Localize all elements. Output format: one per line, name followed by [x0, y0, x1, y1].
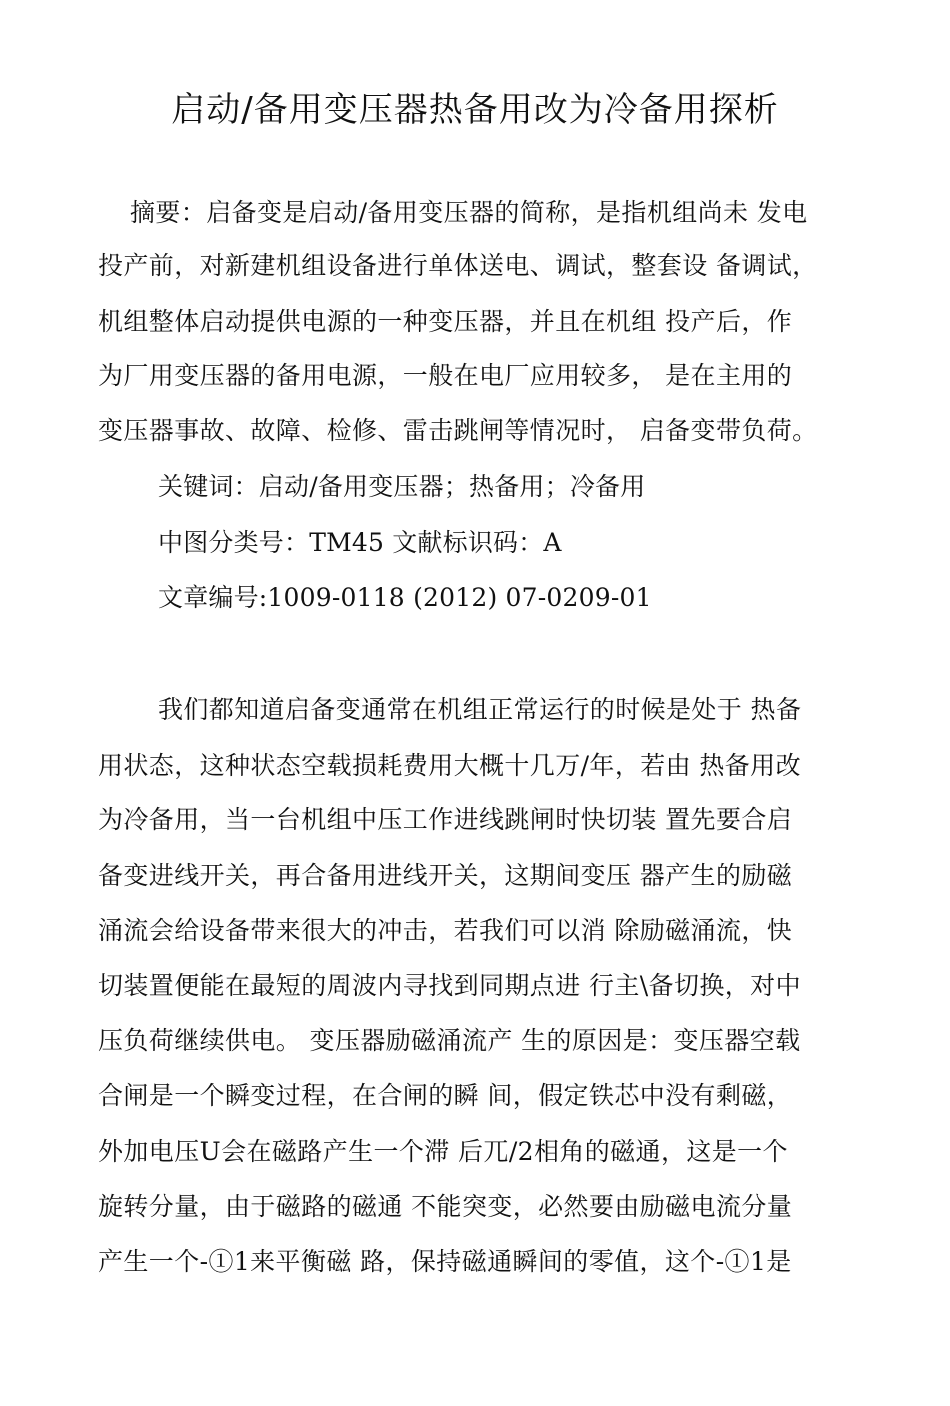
abstract-line: 变压器事故、故障、检修、雷击跳闸等情况时， 启备变带负荷。 — [98, 416, 818, 445]
body-line: 合闸是一个瞬变过程，在合闸的瞬 间，假定铁芯中没有剩磁， — [98, 1081, 793, 1110]
abstract-line: 摘要：启备变是启动/备用变压器的简称，是指机组尚未 发电 — [130, 198, 808, 227]
body-line: 涌流会给设备带来很大的冲击，若我们可以消 除励磁涌流，快 — [98, 916, 793, 945]
body-line: 我们都知道启备变通常在机组正常运行的时候是处于 热备 — [158, 695, 802, 724]
body-line: 切装置便能在最短的周波内寻找到同期点进 行主\备切换，对中 — [98, 971, 801, 1000]
body-line: 用状态，这种状态空载损耗费用大概十几万/年，若由 热备用改 — [98, 751, 801, 780]
classification-line: 中图分类号：TM45 文献标识码：A — [158, 528, 562, 557]
body-line: 备变进线开关，再合备用进线开关，这期间变压 器产生的励磁 — [98, 861, 793, 890]
body-line: 外加电压U会在磁路产生一个滞 后兀/2相角的磁通，这是一个 — [98, 1137, 788, 1166]
body-line: 产生一个-①1来平衡磁 路，保持磁通瞬间的零值，这个-①1是 — [98, 1247, 792, 1276]
abstract-line: 投产前，对新建机组设备进行单体送电、调试，整套设 备调试， — [98, 251, 818, 280]
body-line: 为冷备用，当一台机组中压工作进线跳闸时快切装 置先要合启 — [98, 805, 793, 834]
document-title: 启动/备用变压器热备用改为冷备用探析 — [171, 90, 779, 130]
article-number-line: 文章编号:1009-0118 (2012) 07-0209-01 — [158, 583, 652, 612]
body-line: 压负荷继续供电。 变压器励磁涌流产 生的原因是：变压器空载 — [98, 1026, 801, 1055]
keywords-line: 关键词：启动/备用变压器；热备用；冷备用 — [158, 472, 646, 501]
body-line: 旋转分量，由于磁路的磁通 不能突变，必然要由励磁电流分量 — [98, 1192, 793, 1221]
abstract-line: 为厂用变压器的备用电源，一般在电厂应用较多， 是在主用的 — [98, 361, 793, 390]
abstract-line: 机组整体启动提供电源的一种变压器，并且在机组 投产后，作 — [98, 307, 793, 336]
